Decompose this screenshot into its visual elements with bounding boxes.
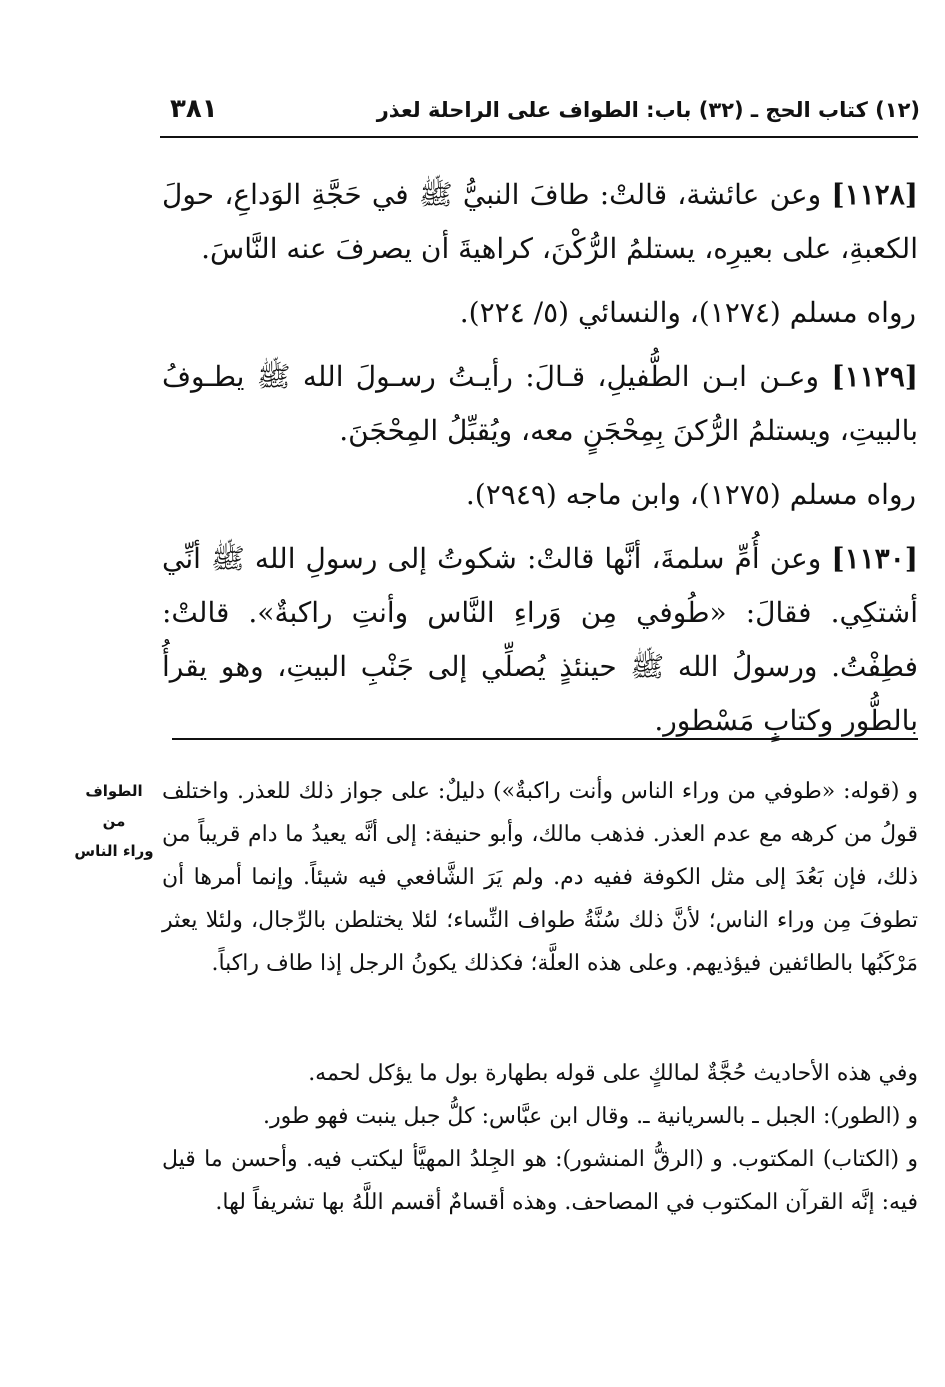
page-number: ٣٨١ bbox=[170, 94, 218, 124]
hadith-1130 bbox=[162, 532, 918, 748]
hadith-number: [١١٢٩] bbox=[831, 360, 918, 393]
hadith-reference: رواه مسلم (١٢٧٤)، والنسائي (٥/ ٢٢٤). bbox=[459, 296, 916, 329]
section-divider bbox=[172, 738, 918, 740]
hadith-number: [١١٣٠] bbox=[831, 542, 918, 575]
commentary-paragraph: وفي هذه الأحاديث حُجَّةٌ لمالكٍ على قوله بطهارة بول ما يؤكل لحمه. bbox=[308, 1061, 918, 1086]
hadith-body: وعن أُمِّ سلمةَ، أنَّها قالتْ: شكوتُ إلى رسولِ الله ﷺ أنِّي أشتكِي. فقالَ: «طُوفي مِن وَراءِ النَّاس وأنتِ راكبةٌ». قالتْ: فطِفْتُ. ورسولُ الله ﷺ حينئذٍ يُصلِّي إلى جَنْبِ البيتِ، وهو يقرأُ بالطُّور وكتابٍ مَسْطور. bbox=[162, 542, 918, 737]
commentary-block bbox=[162, 770, 918, 985]
margin-note bbox=[72, 776, 156, 866]
commentary-paragraph: و (الطور): الجبل ـ بالسريانية ـ. وقال ابن عبَّاس: كلُّ جبل ينبت فهو طور. bbox=[263, 1104, 918, 1129]
hadith-1128 bbox=[162, 168, 918, 276]
header-rule bbox=[160, 136, 918, 138]
margin-note-line: الطواف من bbox=[85, 782, 143, 830]
commentary-block-2 bbox=[162, 1052, 918, 1224]
hadith-number: [١١٢٨] bbox=[831, 178, 918, 211]
hadith-reference: رواه مسلم (١٢٧٥)، وابن ماجه (٢٩٤٩). bbox=[465, 478, 916, 511]
hadith-1129 bbox=[162, 350, 918, 458]
hadith-text-block bbox=[162, 168, 918, 758]
running-header bbox=[160, 92, 920, 132]
hadith-body: وعـن ابـن الطُّفيلِ، قـالَ: رأيـتُ رسـولَ الله ﷺ يطـوفُ بالبيتِ، ويستلمُ الرُّكنَ بِمِحْجَنٍ معه، ويُقبِّلُ المِحْجَنَ. bbox=[162, 360, 918, 447]
chapter-title: (١٢) كتاب الحج ـ (٣٢) باب: الطواف على الراحلة لعذر bbox=[376, 98, 920, 122]
commentary-paragraph: و (الكتاب) المكتوب. و (الرقُّ المنشور): هو الجِلدُ المهيَّأ ليكتب فيه. وأحسن ما قيل فيه: إنَّه القرآن المكتوب في المصاحف. وهذه أقسامٌ أقسم اللَّهُ بها تشريفاً لها. bbox=[162, 1147, 918, 1215]
hadith-body: وعن عائشة، قالتْ: طافَ النبيُّ ﷺ في حَجَّةِ الوَداعِ، حولَ الكعبةِ، على بعيرِه، يستلمُ الرُّكْنَ، كراهيةَ أن يصرفَ عنه النَّاسَ. bbox=[162, 178, 918, 265]
margin-note-line: وراء الناس bbox=[74, 842, 154, 860]
commentary-paragraph: و (قوله: «طوفي من وراء الناس وأنت راكبةٌ») دليلٌ: على جواز ذلك للعذر. واختلف قولُ من كرهه مع عدم العذر. فذهب مالك، وأبو حنيفة: إلى أنَّه يعيدُ ما دام قريباً من ذلك، فإن بَعُدَ إلى مثل الكوفة ففيه دم. ولم يَرَ الشَّافعي فيه شيئاً. وإنما أمرها أن تطوفَ مِن وراء الناس؛ لأنَّ ذلك سُنَّةُ طواف النِّساء؛ لئلا يختلطن بالرِّجال، ولئلا يعثر مَرْكَبُها بالطائفين فيؤذيهم. وعلى هذه العلَّة؛ فكذلك يكونُ الرجل إذا طاف راكباً. bbox=[162, 779, 919, 976]
